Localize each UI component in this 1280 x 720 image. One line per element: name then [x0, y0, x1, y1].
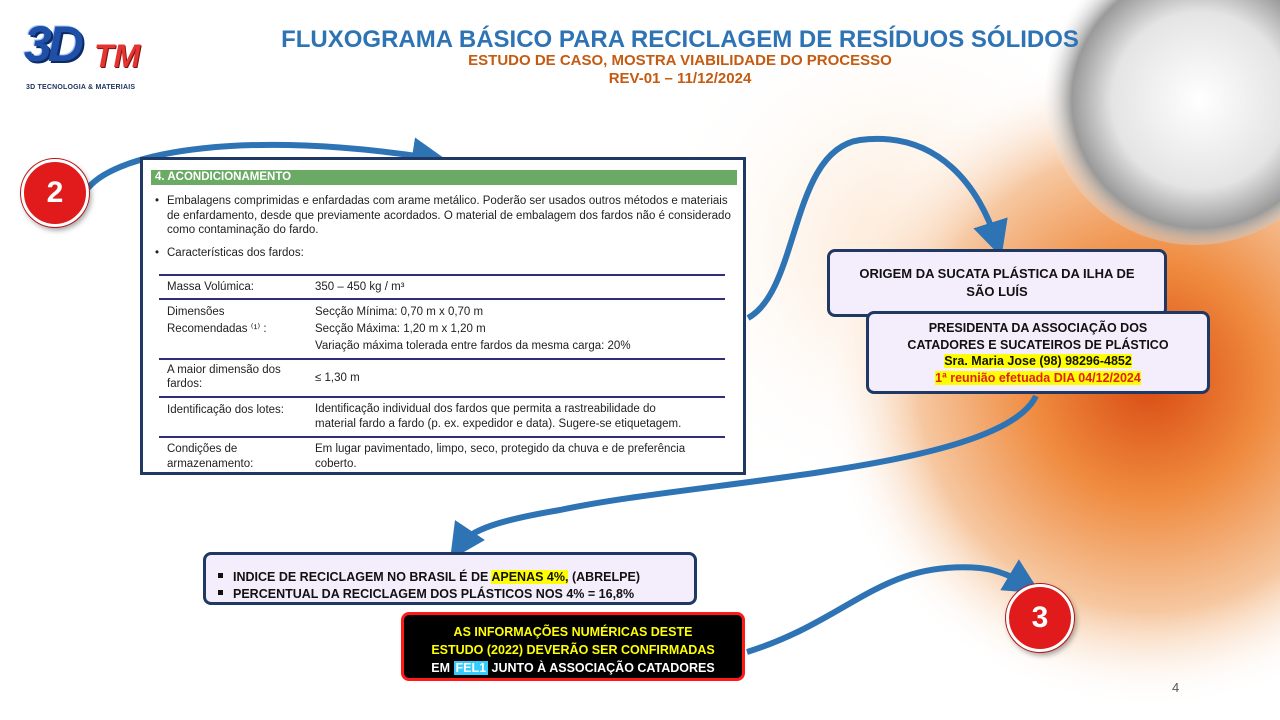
info-warning-box — [401, 612, 745, 681]
presidente-meeting: 1ª reunião efetuada DIA 04/12/2024 — [935, 370, 1141, 385]
spec-label: Massa Volúmica: — [167, 281, 254, 293]
spec-row-massa — [159, 274, 725, 299]
spec-value: 350 – 450 kg / m³ — [315, 281, 405, 293]
info-line2: ESTUDO (2022) DEVERÃO SER CONFIRMADAS — [431, 643, 715, 657]
info-line3: EM FEL1 JUNTO À ASSOCIAÇÃO CATADORES — [431, 661, 715, 675]
square-bullet-icon — [218, 590, 223, 595]
spec-label: A maior dimensão dos fardos: — [167, 364, 281, 390]
square-bullet-icon — [218, 573, 223, 578]
spec-label: Identificação dos lotes: — [167, 404, 284, 416]
presidente-line2: CATADORES E SUCATEIROS DE PLÁSTICO — [907, 337, 1169, 352]
origem-line1: ORIGEM DA SUCATA PLÁSTICA DA ILHA DE — [859, 266, 1135, 281]
doc-bullet-characteristics — [155, 246, 735, 261]
spec-value: Em lugar pavimentado, limpo, seco, protegido da chuva e de preferência coberto. — [315, 443, 686, 470]
document-excerpt-panel — [140, 157, 746, 475]
spec-value: ≤ 1,30 m — [315, 372, 360, 384]
indice-row-1: INDICE DE RECICLAGEM NO BRASIL É DE APENAS 4%, (ABRELPE) — [218, 569, 694, 586]
logo-3d-text: 3D — [24, 16, 80, 72]
indice-box — [203, 552, 697, 605]
spec-row-dimensoes — [159, 298, 725, 358]
spec-row-identificacao — [159, 396, 725, 436]
spec-value: Identificação individual dos fardos que permita a rastreabilidade do material fardo a fardo (p. ex. expedidor e data). Sugere-se etiquetagem. — [315, 403, 682, 430]
page-number: 4 — [1172, 680, 1180, 695]
step-2-badge: 2 — [21, 159, 89, 227]
doc-heading: 4. ACONDICIONAMENTO — [151, 170, 737, 185]
company-logo — [24, 14, 174, 98]
step-3-badge: 3 — [1006, 584, 1074, 652]
indice-highlight: APENAS 4%, — [491, 570, 569, 584]
doc-bullet-text: Embalagens comprimidas e enfardadas com arame metálico. Poderão ser usados outros métodos e materiais de enfardamento, desde que previamente acordados. O material de embalagem dos fardos não é considerado como contaminação do fardo. — [167, 195, 731, 236]
spec-row-maior-dimensao — [159, 358, 725, 396]
page-subtitle: ESTUDO DE CASO, MOSTRA VIABILIDADE DO PROCESSO — [468, 52, 892, 69]
indice-row-2: PERCENTUAL DA RECICLAGEM DOS PLÁSTICOS NOS 4% = 16,8% — [218, 586, 694, 603]
presidente-box — [866, 311, 1210, 394]
spec-label: Condições de armazenamento: — [167, 443, 254, 470]
spec-label: Dimensões Recomendadas ⁽¹⁾ : — [167, 306, 267, 335]
doc-bullet-text: Características dos fardos: — [167, 247, 304, 259]
page-title: FLUXOGRAMA BÁSICO PARA RECICLAGEM DE RESÍDUOS SÓLIDOS — [281, 26, 1079, 53]
origem-box — [827, 249, 1167, 317]
info-line1: AS INFORMAÇÕES NUMÉRICAS DESTE — [453, 625, 693, 639]
origem-line2: SÃO LUÍS — [966, 284, 1028, 299]
doc-bullet-packaging — [155, 194, 735, 238]
spec-row-condicoes — [159, 436, 725, 475]
logo-tm-text: TM — [94, 38, 141, 74]
bullet-mark: • — [155, 247, 160, 259]
fel1-highlight: FEL1 — [455, 661, 487, 675]
spec-value: Secção Mínima: 0,70 m x 0,70 m Secção Máxima: 1,20 m x 1,20 m Variação máxima tolerada entre fardos da mesma carga: 20% — [315, 306, 631, 352]
revision-date: REV-01 – 11/12/2024 — [608, 70, 752, 87]
presidente-line1: PRESIDENTA DA ASSOCIAÇÃO DOS — [928, 321, 1148, 335]
bullet-mark: • — [155, 195, 160, 207]
logo-tagline: 3D TECNOLOGIA & MATERIAIS — [26, 84, 136, 91]
presidente-contact: Sra. Maria Jose (98) 98296-4852 — [944, 354, 1132, 368]
